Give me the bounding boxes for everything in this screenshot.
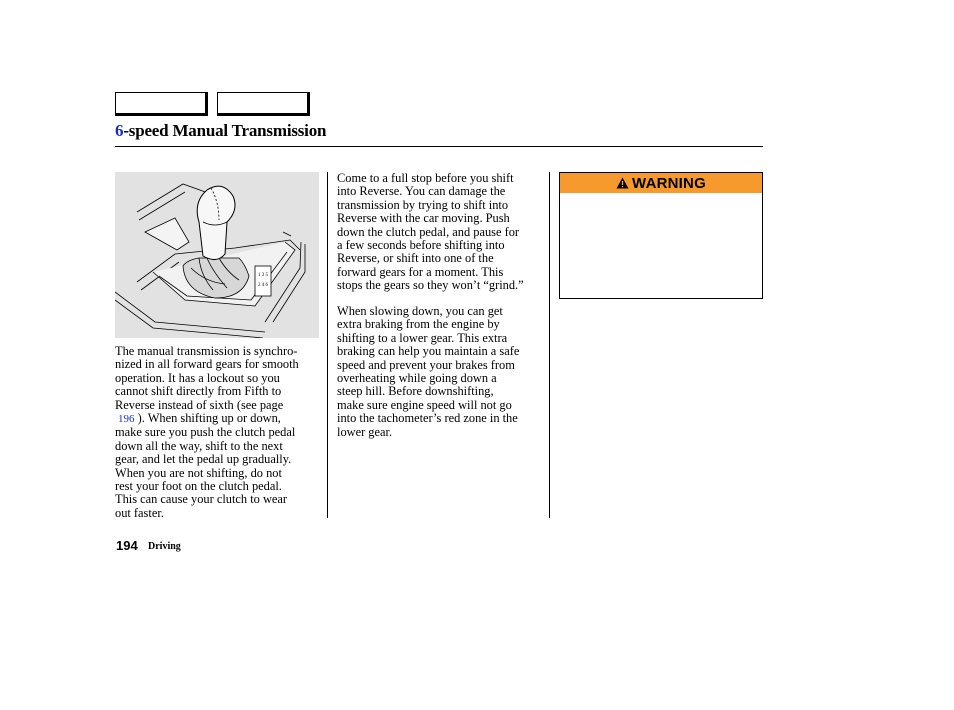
- svg-text:1 3 5: 1 3 5: [258, 273, 268, 278]
- left-column-text: [115, 345, 325, 520]
- page-number: 194: [116, 538, 138, 553]
- title-number-link[interactable]: 6: [115, 121, 124, 140]
- previous-page-button[interactable]: [115, 92, 208, 116]
- middle-paragraph-downshift: When slowing down, you can get extra braking from the engine by shifting to a lower gear. This extra braking can help you maintain a safe speed and prevent your brakes from overheating while going down a steep hill. Before downshifting, make sure engine speed will not go into the tachometer’s red zone in the lower gear.: [337, 304, 520, 439]
- page-reference-link[interactable]: 196: [118, 413, 135, 426]
- title-text: -speed Manual Transmission: [123, 121, 327, 140]
- gear-shifter-illustration: [115, 172, 319, 338]
- svg-text:2 4 6: 2 4 6: [258, 283, 268, 288]
- page-title: [115, 121, 326, 141]
- warning-header: [560, 173, 762, 193]
- column-divider-1: [327, 172, 328, 518]
- warning-label: WARNING: [632, 174, 706, 192]
- next-page-button[interactable]: [217, 92, 310, 116]
- column-divider-2: [549, 172, 550, 518]
- warning-box: [559, 172, 763, 299]
- left-paragraph-start: The manual transmission is synchro- nized in all forward gears for smooth operation. It has a lockout so you cannot shift directly from Fifth to Reverse instead of sixth (see page: [115, 344, 299, 412]
- section-name: Driving: [148, 541, 181, 552]
- warning-triangle-icon: [616, 177, 629, 189]
- left-paragraph-end: ). When shifting up or down, make sure you push the clutch pedal down all the way, shift to the next gear, and let the pedal up gradually. When you are not shifting, do not rest your foot on the clutch pedal. This can cause your clutch to wear out faster.: [115, 411, 296, 520]
- title-divider: [115, 146, 763, 147]
- middle-paragraph-reverse: Come to a full stop before you shift into Reverse. You can damage the transmission by trying to shift into Reverse with the car moving. Push down the clutch pedal, and pause for a few seconds before shifting into Reverse, or shift into one of the forward gears for a moment. This stops the gears so they won’t “grind.”: [337, 171, 524, 293]
